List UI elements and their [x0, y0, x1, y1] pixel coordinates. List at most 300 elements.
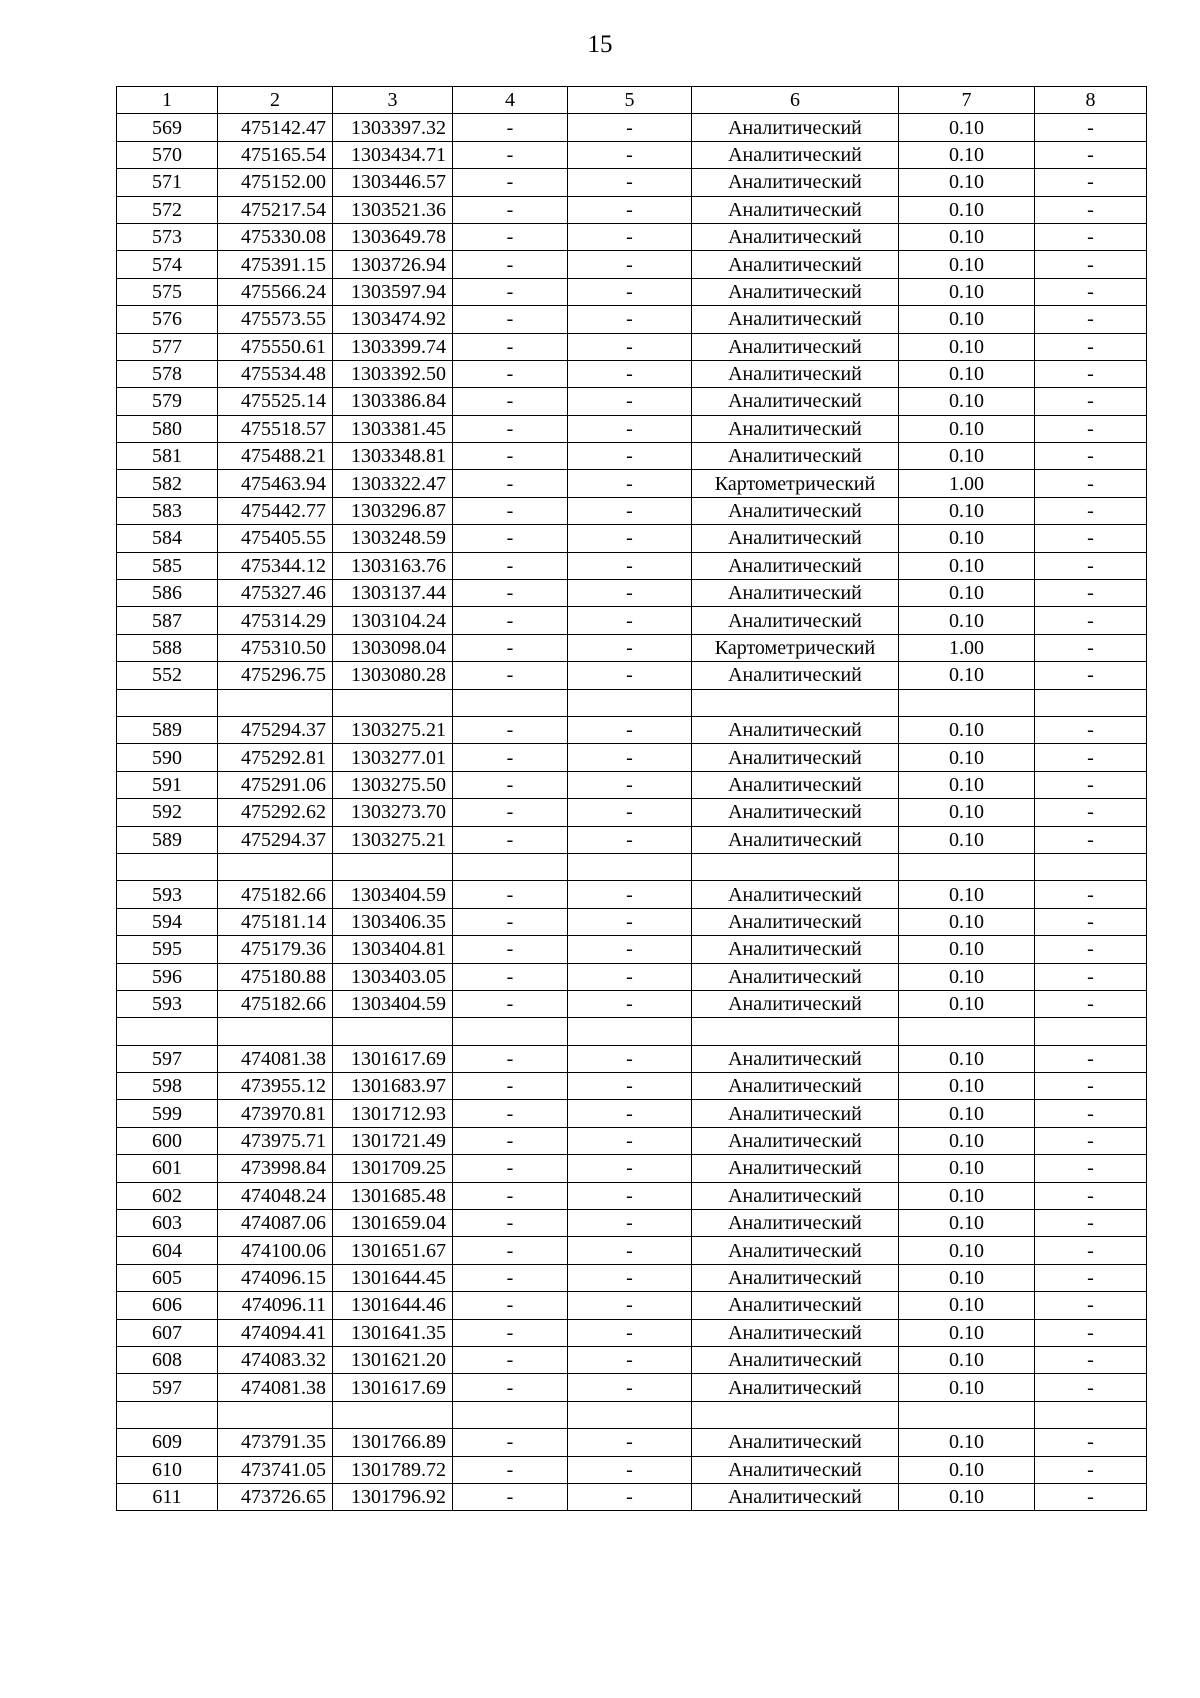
col-4-cell: - — [453, 963, 568, 990]
col-5-cell: - — [568, 443, 692, 470]
col-4-cell: - — [453, 443, 568, 470]
table-row — [117, 169, 1147, 196]
y-coordinate-cell: 1303404.81 — [333, 936, 453, 963]
col-4-cell: - — [453, 141, 568, 168]
point-number-cell: 596 — [117, 963, 218, 990]
col-8-cell: - — [1035, 1456, 1147, 1483]
y-coordinate-cell: 1303348.81 — [333, 443, 453, 470]
col-5-cell: - — [568, 580, 692, 607]
y-coordinate-cell: 1303434.71 — [333, 141, 453, 168]
col-8-cell: - — [1035, 826, 1147, 853]
x-coordinate-cell: 475344.12 — [218, 552, 333, 579]
method-cell: Аналитический — [692, 607, 899, 634]
col-5-cell: - — [568, 1374, 692, 1401]
accuracy-cell: 0.10 — [899, 333, 1035, 360]
y-coordinate-cell: 1303521.36 — [333, 196, 453, 223]
table-row — [117, 1100, 1147, 1127]
col-8-cell: - — [1035, 1483, 1147, 1510]
col-5-cell: - — [568, 1264, 692, 1291]
col-8-cell: - — [1035, 990, 1147, 1017]
y-coordinate-cell: 1303386.84 — [333, 388, 453, 415]
separator-row — [117, 689, 1147, 716]
method-cell: Аналитический — [692, 1264, 899, 1291]
x-coordinate-cell: 474081.38 — [218, 1374, 333, 1401]
x-coordinate-cell: 473741.05 — [218, 1456, 333, 1483]
col-4-cell: - — [453, 278, 568, 305]
point-number-cell: 586 — [117, 580, 218, 607]
empty-cell — [218, 853, 333, 880]
x-coordinate-cell: 474081.38 — [218, 1045, 333, 1072]
col-5-cell: - — [568, 333, 692, 360]
y-coordinate-cell: 1301617.69 — [333, 1045, 453, 1072]
col-8-cell: - — [1035, 1237, 1147, 1264]
method-cell: Аналитический — [692, 169, 899, 196]
accuracy-cell: 0.10 — [899, 799, 1035, 826]
col-8-cell: - — [1035, 716, 1147, 743]
method-cell: Аналитический — [692, 580, 899, 607]
method-cell: Аналитический — [692, 333, 899, 360]
col-5-cell: - — [568, 1483, 692, 1510]
table-row — [117, 1346, 1147, 1373]
table-row — [117, 580, 1147, 607]
point-number-cell: 593 — [117, 881, 218, 908]
x-coordinate-cell: 475573.55 — [218, 306, 333, 333]
x-coordinate-cell: 475292.62 — [218, 799, 333, 826]
accuracy-cell: 0.10 — [899, 936, 1035, 963]
accuracy-cell: 0.10 — [899, 525, 1035, 552]
y-coordinate-cell: 1303446.57 — [333, 169, 453, 196]
col-8-cell: - — [1035, 1374, 1147, 1401]
x-coordinate-cell: 474048.24 — [218, 1182, 333, 1209]
method-cell: Аналитический — [692, 497, 899, 524]
col-5-cell: - — [568, 662, 692, 689]
table-row — [117, 1456, 1147, 1483]
col-4-cell: - — [453, 1264, 568, 1291]
empty-cell — [568, 689, 692, 716]
col-5-cell: - — [568, 1210, 692, 1237]
table-row — [117, 1237, 1147, 1264]
table-row — [117, 990, 1147, 1017]
col-4-cell: - — [453, 1210, 568, 1237]
point-number-cell: 590 — [117, 744, 218, 771]
table-row — [117, 552, 1147, 579]
method-cell: Аналитический — [692, 1292, 899, 1319]
col-8-cell: - — [1035, 497, 1147, 524]
empty-cell — [692, 689, 899, 716]
col-5-cell: - — [568, 114, 692, 141]
col-4-cell: - — [453, 990, 568, 1017]
point-number-cell: 585 — [117, 552, 218, 579]
point-number-cell: 608 — [117, 1346, 218, 1373]
accuracy-cell: 0.10 — [899, 744, 1035, 771]
table-row — [117, 1429, 1147, 1456]
x-coordinate-cell: 473955.12 — [218, 1073, 333, 1100]
method-cell: Аналитический — [692, 1237, 899, 1264]
table-row — [117, 634, 1147, 661]
col-4-cell: - — [453, 1456, 568, 1483]
col-5-cell: - — [568, 1346, 692, 1373]
table-row — [117, 141, 1147, 168]
col-8-cell: - — [1035, 525, 1147, 552]
point-number-cell: 591 — [117, 771, 218, 798]
x-coordinate-cell: 474087.06 — [218, 1210, 333, 1237]
col-8-cell: - — [1035, 607, 1147, 634]
empty-cell — [453, 689, 568, 716]
x-coordinate-cell: 475182.66 — [218, 881, 333, 908]
point-number-cell: 603 — [117, 1210, 218, 1237]
method-cell: Аналитический — [692, 826, 899, 853]
col-5-cell: - — [568, 771, 692, 798]
accuracy-cell: 0.10 — [899, 580, 1035, 607]
col-4-cell: - — [453, 634, 568, 661]
y-coordinate-cell: 1301766.89 — [333, 1429, 453, 1456]
accuracy-cell: 0.10 — [899, 1210, 1035, 1237]
col-5-cell: - — [568, 1429, 692, 1456]
x-coordinate-cell: 475327.46 — [218, 580, 333, 607]
x-coordinate-cell: 475550.61 — [218, 333, 333, 360]
x-coordinate-cell: 475182.66 — [218, 990, 333, 1017]
col-4-cell: - — [453, 607, 568, 634]
y-coordinate-cell: 1301685.48 — [333, 1182, 453, 1209]
col-5-cell: - — [568, 881, 692, 908]
x-coordinate-cell: 475463.94 — [218, 470, 333, 497]
method-cell: Аналитический — [692, 1073, 899, 1100]
y-coordinate-cell: 1303080.28 — [333, 662, 453, 689]
point-number-cell: 601 — [117, 1155, 218, 1182]
y-coordinate-cell: 1303104.24 — [333, 607, 453, 634]
point-number-cell: 595 — [117, 936, 218, 963]
accuracy-cell: 0.10 — [899, 1292, 1035, 1319]
coordinates-table — [116, 86, 1147, 1511]
y-coordinate-cell: 1301712.93 — [333, 1100, 453, 1127]
method-cell: Аналитический — [692, 771, 899, 798]
col-4-cell: - — [453, 470, 568, 497]
col-8-cell: - — [1035, 1127, 1147, 1154]
x-coordinate-cell: 475330.08 — [218, 223, 333, 250]
x-coordinate-cell: 475525.14 — [218, 388, 333, 415]
x-coordinate-cell: 475294.37 — [218, 826, 333, 853]
method-cell: Аналитический — [692, 306, 899, 333]
empty-cell — [218, 1018, 333, 1045]
col-8-cell: - — [1035, 881, 1147, 908]
accuracy-cell: 0.10 — [899, 196, 1035, 223]
point-number-cell: 575 — [117, 278, 218, 305]
header-cell-3: 3 — [333, 87, 453, 114]
col-8-cell: - — [1035, 1210, 1147, 1237]
point-number-cell: 597 — [117, 1045, 218, 1072]
point-number-cell: 609 — [117, 1429, 218, 1456]
x-coordinate-cell: 475294.37 — [218, 716, 333, 743]
y-coordinate-cell: 1301683.97 — [333, 1073, 453, 1100]
table-row — [117, 963, 1147, 990]
empty-cell — [1035, 689, 1147, 716]
x-coordinate-cell: 475296.75 — [218, 662, 333, 689]
point-number-cell: 581 — [117, 443, 218, 470]
empty-cell — [333, 1018, 453, 1045]
method-cell: Аналитический — [692, 141, 899, 168]
table-row — [117, 223, 1147, 250]
method-cell: Аналитический — [692, 1319, 899, 1346]
col-5-cell: - — [568, 634, 692, 661]
col-5-cell: - — [568, 1155, 692, 1182]
method-cell: Аналитический — [692, 963, 899, 990]
method-cell: Аналитический — [692, 388, 899, 415]
empty-cell — [218, 1401, 333, 1428]
header-cell-5: 5 — [568, 87, 692, 114]
x-coordinate-cell: 475442.77 — [218, 497, 333, 524]
col-5-cell: - — [568, 1292, 692, 1319]
col-4-cell: - — [453, 1182, 568, 1209]
method-cell: Аналитический — [692, 552, 899, 579]
method-cell: Аналитический — [692, 223, 899, 250]
empty-cell — [1035, 1401, 1147, 1428]
empty-cell — [899, 1401, 1035, 1428]
empty-cell — [117, 853, 218, 880]
y-coordinate-cell: 1303399.74 — [333, 333, 453, 360]
col-5-cell: - — [568, 1045, 692, 1072]
col-5-cell: - — [568, 1319, 692, 1346]
accuracy-cell: 0.10 — [899, 881, 1035, 908]
point-number-cell: 588 — [117, 634, 218, 661]
x-coordinate-cell: 475518.57 — [218, 415, 333, 442]
y-coordinate-cell: 1303277.01 — [333, 744, 453, 771]
method-cell: Картометрический — [692, 470, 899, 497]
x-coordinate-cell: 474096.15 — [218, 1264, 333, 1291]
y-coordinate-cell: 1303392.50 — [333, 360, 453, 387]
col-4-cell: - — [453, 1127, 568, 1154]
point-number-cell: 602 — [117, 1182, 218, 1209]
header-cell-6: 6 — [692, 87, 899, 114]
method-cell: Аналитический — [692, 278, 899, 305]
method-cell: Аналитический — [692, 1045, 899, 1072]
separator-row — [117, 853, 1147, 880]
col-5-cell: - — [568, 1073, 692, 1100]
col-8-cell: - — [1035, 388, 1147, 415]
header-row — [117, 87, 1147, 114]
col-8-cell: - — [1035, 141, 1147, 168]
empty-cell — [333, 1401, 453, 1428]
point-number-cell: 569 — [117, 114, 218, 141]
y-coordinate-cell: 1303137.44 — [333, 580, 453, 607]
point-number-cell: 587 — [117, 607, 218, 634]
x-coordinate-cell: 473998.84 — [218, 1155, 333, 1182]
point-number-cell: 604 — [117, 1237, 218, 1264]
method-cell: Аналитический — [692, 799, 899, 826]
method-cell: Картометрический — [692, 634, 899, 661]
y-coordinate-cell: 1303726.94 — [333, 251, 453, 278]
col-8-cell: - — [1035, 470, 1147, 497]
table-row — [117, 1045, 1147, 1072]
col-5-cell: - — [568, 1100, 692, 1127]
point-number-cell: 589 — [117, 716, 218, 743]
col-8-cell: - — [1035, 306, 1147, 333]
y-coordinate-cell: 1301641.35 — [333, 1319, 453, 1346]
accuracy-cell: 0.10 — [899, 662, 1035, 689]
y-coordinate-cell: 1301659.04 — [333, 1210, 453, 1237]
table-row — [117, 306, 1147, 333]
y-coordinate-cell: 1301789.72 — [333, 1456, 453, 1483]
x-coordinate-cell: 475142.47 — [218, 114, 333, 141]
col-4-cell: - — [453, 360, 568, 387]
x-coordinate-cell: 474094.41 — [218, 1319, 333, 1346]
col-4-cell: - — [453, 388, 568, 415]
table-row — [117, 443, 1147, 470]
point-number-cell: 610 — [117, 1456, 218, 1483]
empty-cell — [568, 1401, 692, 1428]
col-4-cell: - — [453, 881, 568, 908]
col-8-cell: - — [1035, 1100, 1147, 1127]
col-5-cell: - — [568, 251, 692, 278]
table-row — [117, 799, 1147, 826]
col-8-cell: - — [1035, 1045, 1147, 1072]
x-coordinate-cell: 475180.88 — [218, 963, 333, 990]
accuracy-cell: 0.10 — [899, 223, 1035, 250]
col-5-cell: - — [568, 388, 692, 415]
table-row — [117, 114, 1147, 141]
table-row — [117, 360, 1147, 387]
method-cell: Аналитический — [692, 1182, 899, 1209]
method-cell: Аналитический — [692, 990, 899, 1017]
y-coordinate-cell: 1301709.25 — [333, 1155, 453, 1182]
x-coordinate-cell: 475179.36 — [218, 936, 333, 963]
table-row — [117, 826, 1147, 853]
method-cell: Аналитический — [692, 881, 899, 908]
col-5-cell: - — [568, 799, 692, 826]
accuracy-cell: 0.10 — [899, 771, 1035, 798]
method-cell: Аналитический — [692, 251, 899, 278]
accuracy-cell: 0.10 — [899, 1127, 1035, 1154]
col-4-cell: - — [453, 114, 568, 141]
point-number-cell: 600 — [117, 1127, 218, 1154]
col-5-cell: - — [568, 497, 692, 524]
col-8-cell: - — [1035, 1155, 1147, 1182]
accuracy-cell: 0.10 — [899, 1429, 1035, 1456]
col-5-cell: - — [568, 169, 692, 196]
empty-cell — [568, 853, 692, 880]
y-coordinate-cell: 1301644.46 — [333, 1292, 453, 1319]
col-8-cell: - — [1035, 580, 1147, 607]
y-coordinate-cell: 1303397.32 — [333, 114, 453, 141]
method-cell: Аналитический — [692, 360, 899, 387]
x-coordinate-cell: 475217.54 — [218, 196, 333, 223]
col-5-cell: - — [568, 1182, 692, 1209]
table-row — [117, 1292, 1147, 1319]
table-row — [117, 333, 1147, 360]
empty-cell — [117, 689, 218, 716]
empty-cell — [692, 1018, 899, 1045]
y-coordinate-cell: 1303273.70 — [333, 799, 453, 826]
separator-row — [117, 1018, 1147, 1045]
header-cell-1: 1 — [117, 87, 218, 114]
y-coordinate-cell: 1303404.59 — [333, 990, 453, 1017]
accuracy-cell: 0.10 — [899, 1237, 1035, 1264]
method-cell: Аналитический — [692, 1374, 899, 1401]
method-cell: Аналитический — [692, 1100, 899, 1127]
col-4-cell: - — [453, 799, 568, 826]
y-coordinate-cell: 1303322.47 — [333, 470, 453, 497]
point-number-cell: 578 — [117, 360, 218, 387]
col-8-cell: - — [1035, 333, 1147, 360]
table-row — [117, 278, 1147, 305]
accuracy-cell: 0.10 — [899, 141, 1035, 168]
point-number-cell: 573 — [117, 223, 218, 250]
x-coordinate-cell: 475310.50 — [218, 634, 333, 661]
col-4-cell: - — [453, 1073, 568, 1100]
accuracy-cell: 0.10 — [899, 1346, 1035, 1373]
col-5-cell: - — [568, 360, 692, 387]
col-8-cell: - — [1035, 415, 1147, 442]
col-5-cell: - — [568, 525, 692, 552]
accuracy-cell: 0.10 — [899, 963, 1035, 990]
col-5-cell: - — [568, 607, 692, 634]
table-row — [117, 1210, 1147, 1237]
col-5-cell: - — [568, 1456, 692, 1483]
x-coordinate-cell: 475405.55 — [218, 525, 333, 552]
x-coordinate-cell: 475488.21 — [218, 443, 333, 470]
col-8-cell: - — [1035, 223, 1147, 250]
x-coordinate-cell: 475292.81 — [218, 744, 333, 771]
col-4-cell: - — [453, 251, 568, 278]
col-8-cell: - — [1035, 196, 1147, 223]
col-5-cell: - — [568, 1127, 692, 1154]
table-row — [117, 744, 1147, 771]
col-5-cell: - — [568, 196, 692, 223]
accuracy-cell: 0.10 — [899, 1100, 1035, 1127]
col-8-cell: - — [1035, 936, 1147, 963]
col-4-cell: - — [453, 580, 568, 607]
y-coordinate-cell: 1303403.05 — [333, 963, 453, 990]
method-cell: Аналитический — [692, 908, 899, 935]
point-number-cell: 606 — [117, 1292, 218, 1319]
table-row — [117, 251, 1147, 278]
table-row — [117, 525, 1147, 552]
point-number-cell: 594 — [117, 908, 218, 935]
y-coordinate-cell: 1303406.35 — [333, 908, 453, 935]
accuracy-cell: 0.10 — [899, 169, 1035, 196]
method-cell: Аналитический — [692, 443, 899, 470]
accuracy-cell: 0.10 — [899, 1155, 1035, 1182]
col-4-cell: - — [453, 1429, 568, 1456]
col-8-cell: - — [1035, 908, 1147, 935]
col-8-cell: - — [1035, 1073, 1147, 1100]
point-number-cell: 605 — [117, 1264, 218, 1291]
empty-cell — [568, 1018, 692, 1045]
y-coordinate-cell: 1303098.04 — [333, 634, 453, 661]
x-coordinate-cell: 473975.71 — [218, 1127, 333, 1154]
accuracy-cell: 0.10 — [899, 552, 1035, 579]
col-4-cell: - — [453, 1045, 568, 1072]
y-coordinate-cell: 1301721.49 — [333, 1127, 453, 1154]
table-row — [117, 497, 1147, 524]
accuracy-cell: 0.10 — [899, 1264, 1035, 1291]
header-cell-8: 8 — [1035, 87, 1147, 114]
y-coordinate-cell: 1303381.45 — [333, 415, 453, 442]
col-8-cell: - — [1035, 278, 1147, 305]
col-8-cell: - — [1035, 360, 1147, 387]
accuracy-cell: 0.10 — [899, 908, 1035, 935]
col-4-cell: - — [453, 552, 568, 579]
col-5-cell: - — [568, 1237, 692, 1264]
col-8-cell: - — [1035, 634, 1147, 661]
accuracy-cell: 0.10 — [899, 1073, 1035, 1100]
table-row — [117, 607, 1147, 634]
x-coordinate-cell: 475391.15 — [218, 251, 333, 278]
method-cell: Аналитический — [692, 114, 899, 141]
empty-cell — [218, 689, 333, 716]
y-coordinate-cell: 1301651.67 — [333, 1237, 453, 1264]
x-coordinate-cell: 475165.54 — [218, 141, 333, 168]
col-4-cell: - — [453, 497, 568, 524]
